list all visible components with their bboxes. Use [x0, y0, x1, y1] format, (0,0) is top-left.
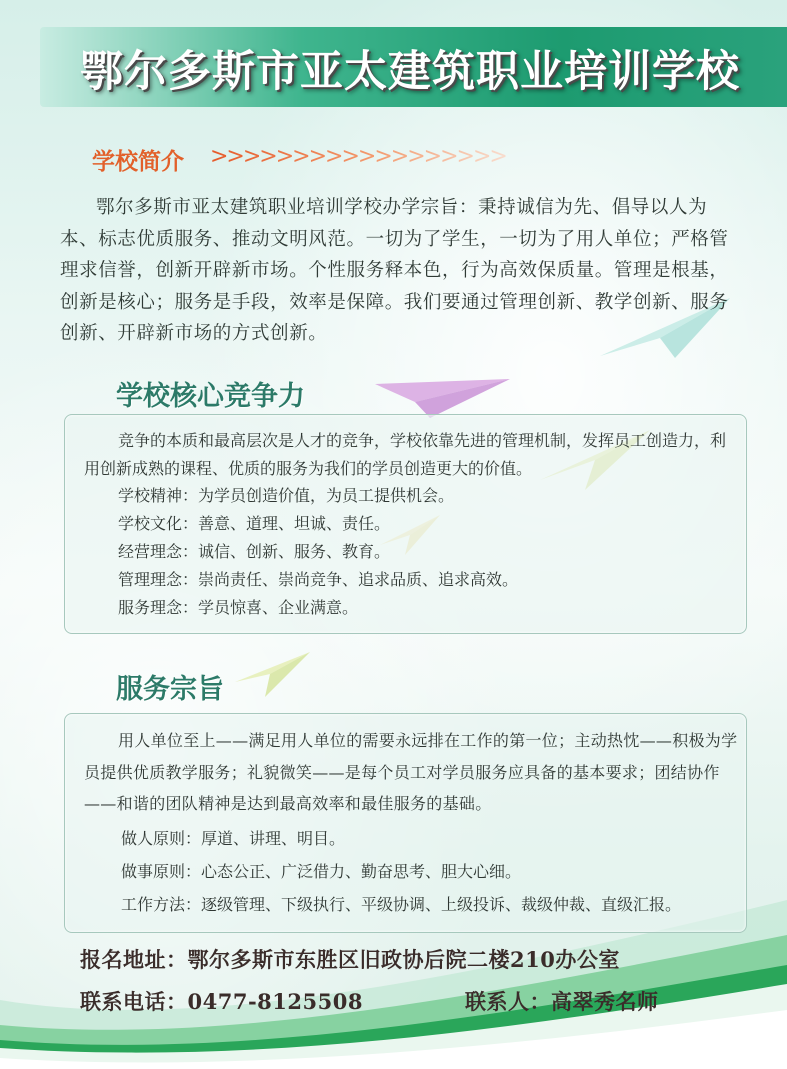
competitiveness-paragraph: 竞争的本质和最高层次是人才的竞争，学校依靠先进的管理机制，发挥员工创造力，利用创新成熟的课程、优质的服务为我们的学员创造更大的价值。 — [84, 431, 727, 478]
intro-paragraph: 鄂尔多斯市亚太建筑职业培训学校办学宗旨：秉持诚信为先、倡导以人为本、标志优质服务、推动文明风范。一切为了学生，一切为了用人单位；严格管理求信誉，创新开辟新市场。个性服务释本色，行为高效保质量。管理是根基，创新是核心；服务是手段，效率是保障。我们要通过管理创新、教学创新、服务创新、开辟新市场的方式创新。 — [60, 197, 729, 344]
list-item: 管理理念：崇尚责任、崇尚竞争、追求品质、追求高效。 — [118, 570, 519, 589]
heading-arrows-decoration: >>>>>>>>>>>>>>>>>> — [210, 144, 506, 169]
school-title: 鄂尔多斯市亚太建筑职业培训学校 — [80, 47, 740, 97]
intro-heading: 学校简介 — [92, 148, 184, 175]
contact-phone: 联系电话：0477-8125508 — [80, 989, 363, 1014]
list-item: 做事原则：心态公正、广泛借力、勤奋思考、胆大心细。 — [121, 862, 522, 881]
contact-address: 报名地址：鄂尔多斯市东胜区旧政协后院二楼210办公室 — [80, 947, 620, 972]
contact-person: 联系人：高翠秀名师 — [465, 989, 659, 1014]
service-heading: 服务宗旨 — [116, 674, 224, 705]
list-item: 服务理念：学员惊喜、企业满意。 — [118, 598, 359, 617]
competitiveness-heading: 学校核心竞争力 — [116, 381, 305, 412]
paper-plane-icon — [375, 374, 510, 419]
list-item: 经营理念：诚信、创新、服务、教育。 — [118, 542, 391, 561]
list-item: 学校精神：为学员创造价值，为员工提供机会。 — [118, 486, 455, 505]
service-paragraph: 用人单位至上——满足用人单位的需要永远排在工作的第一位；主动热忱——积极为学员提供优质教学服务；礼貌微笑——是每个员工对学员服务应具备的基本要求；团结协作——和谐的团队精神是达到最高效率和最佳服务的基础。 — [84, 731, 738, 813]
paper-plane-icon — [235, 652, 310, 697]
list-item: 学校文化：善意、道理、坦诚、责任。 — [118, 514, 391, 533]
list-item: 做人原则：厚道、讲理、明目。 — [121, 829, 346, 848]
list-item: 工作方法：逐级管理、下级执行、平级协调、上级投诉、裁级仲裁、直级汇报。 — [121, 895, 682, 914]
